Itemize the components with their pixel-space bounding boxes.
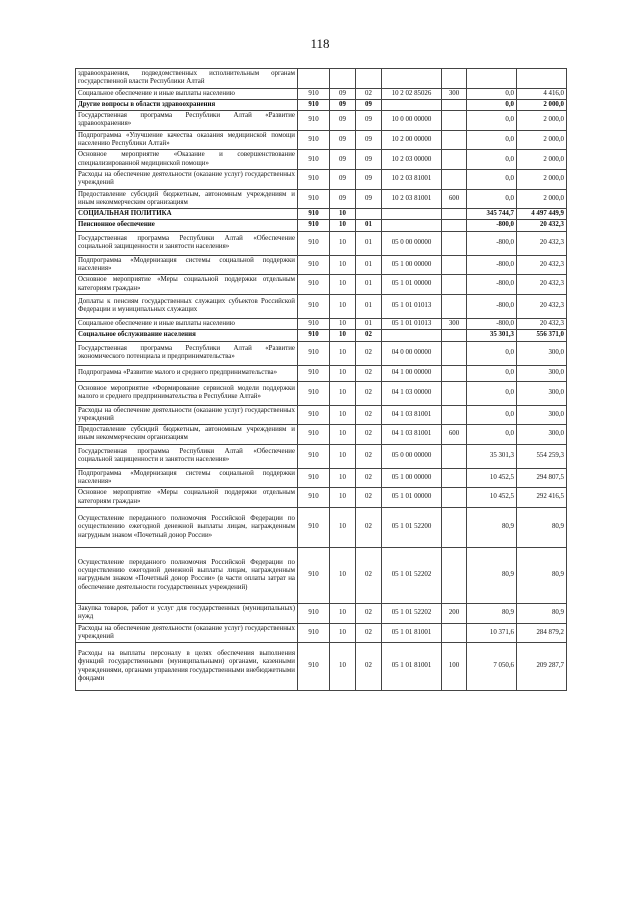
cell-subsection: 01 [356,220,382,231]
cell-subsection: 02 [356,603,382,623]
row-name: Основное мероприятие «Меры социальной поддержки отдельным категориям граждан» [76,275,298,295]
cell-total-amount: 2 000,0 [517,130,567,150]
cell-section: 09 [330,111,356,131]
cell-section: 10 [330,365,356,381]
cell-change-amount: 10 452,5 [467,488,517,508]
row-name: Закупка товаров, работ и услуг для государственных (муниципальных) нужд [76,603,298,623]
table-row [76,444,567,468]
cell-section: 10 [330,425,356,445]
table-row [76,365,567,381]
cell-change-amount: 35 301,3 [467,444,517,468]
cell-target-article: 05 1 01 00000 [382,275,442,295]
cell-total-amount: 292 416,5 [517,488,567,508]
row-name: Доплаты к пенсиям государственных служащих субъектов Российской Федерации и муниципальных служащих [76,294,298,318]
row-name: Предоставление субсидий бюджетным, автономным учреждениям и иным некоммерческим организациям [76,189,298,209]
cell-admin-code: 910 [298,111,330,131]
cell-section: 09 [330,88,356,99]
cell-subsection: 01 [356,231,382,255]
cell-subsection: 02 [356,547,382,603]
cell-total-amount: 4 497 449,9 [517,209,567,220]
cell-section: 10 [330,209,356,220]
cell-total-amount: 209 287,7 [517,643,567,691]
cell-change-amount: 10 452,5 [467,468,517,488]
cell-expense-type: 600 [442,425,467,445]
cell-total-amount: 556 371,0 [517,330,567,341]
cell-section: 10 [330,405,356,425]
cell-target-article: 04 0 00 00000 [382,341,442,365]
table-row [76,488,567,508]
cell-change-amount: 0,0 [467,425,517,445]
cell-section [330,69,356,89]
row-name: Социальное обеспечение и иные выплаты населению [76,88,298,99]
cell-admin-code: 910 [298,365,330,381]
cell-target-article: 05 0 00 00000 [382,231,442,255]
cell-admin-code: 910 [298,99,330,110]
cell-expense-type: 300 [442,88,467,99]
cell-target-article: 04 1 03 81001 [382,425,442,445]
cell-expense-type [442,488,467,508]
cell-expense-type: 100 [442,643,467,691]
cell-admin-code: 910 [298,150,330,170]
row-name: Государственная программа Республики Алтай «Обеспечение социальной защищенности и занятости населения» [76,444,298,468]
cell-admin-code: 910 [298,330,330,341]
cell-total-amount: 4 416,0 [517,88,567,99]
cell-admin-code: 910 [298,603,330,623]
cell-admin-code: 910 [298,275,330,295]
table-row [76,150,567,170]
cell-subsection: 02 [356,88,382,99]
cell-change-amount: -800,0 [467,220,517,231]
cell-admin-code: 910 [298,623,330,643]
cell-section: 10 [330,444,356,468]
table-row [76,425,567,445]
cell-expense-type [442,623,467,643]
cell-subsection: 01 [356,318,382,329]
cell-subsection: 02 [356,507,382,547]
cell-change-amount: 0,0 [467,111,517,131]
row-name: Пенсионное обеспечение [76,220,298,231]
budget-table [75,68,567,691]
row-name: Осуществление переданного полномочия Российской Федерации по осуществлению ежегодной денежной выплаты лицам, награжденным нагрудным знаком «Почетный донор России» (в части оплаты затрат на обеспечение деятельности государственных учреждений) [76,547,298,603]
cell-section: 10 [330,547,356,603]
cell-admin-code: 910 [298,444,330,468]
cell-total-amount: 300,0 [517,425,567,445]
cell-expense-type [442,99,467,110]
cell-expense-type [442,130,467,150]
cell-section: 10 [330,643,356,691]
cell-expense-type [442,405,467,425]
cell-subsection: 01 [356,294,382,318]
cell-expense-type [442,220,467,231]
cell-target-article [382,209,442,220]
page-number: 118 [310,36,330,51]
cell-section: 10 [330,231,356,255]
row-name: Основное мероприятие «Формирование сервисной модели поддержки малого и среднего предпринимательства в Республике Алтай» [76,381,298,405]
cell-change-amount: 35 301,3 [467,330,517,341]
cell-target-article: 05 1 01 81001 [382,643,442,691]
cell-change-amount: 0,0 [467,169,517,189]
cell-target-article: 05 1 01 52202 [382,547,442,603]
cell-change-amount: 0,0 [467,189,517,209]
row-name: Подпрограмма «Модернизация системы социальной поддержки населения» [76,255,298,275]
cell-admin-code: 910 [298,405,330,425]
cell-total-amount: 20 432,3 [517,275,567,295]
cell-total-amount: 20 432,3 [517,220,567,231]
cell-expense-type [442,69,467,89]
cell-subsection [356,209,382,220]
table-row [76,318,567,329]
cell-target-article: 10 2 03 00000 [382,150,442,170]
cell-subsection: 02 [356,623,382,643]
cell-change-amount: 0,0 [467,365,517,381]
cell-target-article [382,220,442,231]
cell-change-amount: 7 050,6 [467,643,517,691]
cell-target-article [382,99,442,110]
cell-subsection: 02 [356,643,382,691]
cell-subsection: 09 [356,111,382,131]
table-row [76,468,567,488]
cell-expense-type [442,365,467,381]
row-name: Расходы на обеспечение деятельности (оказание услуг) государственных учреждений [76,405,298,425]
cell-total-amount: 2 000,0 [517,150,567,170]
cell-expense-type [442,209,467,220]
cell-expense-type [442,507,467,547]
table-row [76,220,567,231]
cell-admin-code: 910 [298,488,330,508]
cell-expense-type: 600 [442,189,467,209]
cell-expense-type [442,468,467,488]
cell-section: 09 [330,99,356,110]
cell-target-article: 05 1 00 00000 [382,468,442,488]
cell-subsection: 02 [356,365,382,381]
cell-admin-code: 910 [298,547,330,603]
table-row [76,111,567,131]
cell-total-amount [517,69,567,89]
cell-section: 10 [330,488,356,508]
cell-total-amount: 80,9 [517,547,567,603]
table-row [76,341,567,365]
cell-change-amount: -800,0 [467,318,517,329]
cell-change-amount: 0,0 [467,341,517,365]
cell-total-amount: 554 259,3 [517,444,567,468]
table-row [76,405,567,425]
cell-change-amount: 0,0 [467,88,517,99]
cell-section: 10 [330,330,356,341]
table-row [76,547,567,603]
cell-subsection: 02 [356,444,382,468]
cell-total-amount: 300,0 [517,381,567,405]
cell-target-article [382,69,442,89]
row-name: Государственная программа Республики Алтай «Обеспечение социальной защищенности и занятости населения» [76,231,298,255]
cell-target-article: 05 1 01 01013 [382,294,442,318]
row-name: Осуществление переданного полномочия Российской Федерации по осуществлению ежегодной денежной выплаты лицам, награжденным нагрудным знаком «Почетный донор России» [76,507,298,547]
cell-expense-type [442,381,467,405]
cell-admin-code: 910 [298,169,330,189]
cell-change-amount: -800,0 [467,294,517,318]
cell-section: 09 [330,130,356,150]
cell-section: 10 [330,220,356,231]
row-name: Другие вопросы в области здравоохранения [76,99,298,110]
cell-expense-type [442,547,467,603]
cell-target-article: 04 1 03 81001 [382,405,442,425]
row-name: Социальное обслуживание населения [76,330,298,341]
row-name: Государственная программа Республики Алтай «Развитие экономического потенциала и предпринимательства» [76,341,298,365]
row-name: Подпрограмма «Улучшение качества оказания медицинской помощи населению Республики Алтай» [76,130,298,150]
cell-expense-type [442,275,467,295]
row-name: Государственная программа Республики Алтай «Развитие здравоохранения» [76,111,298,131]
cell-total-amount: 300,0 [517,341,567,365]
cell-admin-code: 910 [298,220,330,231]
cell-change-amount: 0,0 [467,405,517,425]
cell-section: 09 [330,169,356,189]
row-name: Основное мероприятие «Меры социальной поддержки отдельным категориям граждан» [76,488,298,508]
table-row [76,130,567,150]
cell-change-amount: 0,0 [467,130,517,150]
cell-target-article: 10 2 02 85026 [382,88,442,99]
row-name: Основное мероприятие «Оказание и совершенствование специализированной медицинской помощи» [76,150,298,170]
cell-expense-type [442,330,467,341]
table-row [76,255,567,275]
cell-target-article: 04 1 00 00000 [382,365,442,381]
table-row [76,231,567,255]
cell-subsection: 02 [356,330,382,341]
cell-subsection: 09 [356,189,382,209]
cell-target-article: 10 0 00 00000 [382,111,442,131]
cell-total-amount: 2 000,0 [517,99,567,110]
cell-total-amount: 20 432,3 [517,231,567,255]
table-row [76,88,567,99]
cell-subsection: 02 [356,468,382,488]
cell-total-amount: 20 432,3 [517,294,567,318]
cell-section: 09 [330,189,356,209]
cell-target-article: 10 2 00 00000 [382,130,442,150]
cell-change-amount: -800,0 [467,231,517,255]
cell-subsection: 09 [356,169,382,189]
table-row [76,381,567,405]
cell-admin-code: 910 [298,130,330,150]
cell-admin-code: 910 [298,425,330,445]
cell-target-article: 05 1 01 00000 [382,488,442,508]
cell-expense-type [442,255,467,275]
cell-target-article: 05 1 01 52200 [382,507,442,547]
cell-change-amount [467,69,517,89]
table-row [76,69,567,89]
row-name: СОЦИАЛЬНАЯ ПОЛИТИКА [76,209,298,220]
cell-change-amount: -800,0 [467,255,517,275]
cell-section: 10 [330,294,356,318]
cell-admin-code: 910 [298,468,330,488]
cell-admin-code: 910 [298,507,330,547]
cell-target-article: 10 2 03 81001 [382,169,442,189]
cell-subsection: 02 [356,425,382,445]
cell-expense-type: 300 [442,318,467,329]
cell-target-article: 05 0 00 00000 [382,444,442,468]
cell-expense-type [442,231,467,255]
cell-expense-type [442,169,467,189]
cell-target-article [382,330,442,341]
cell-admin-code: 910 [298,189,330,209]
cell-expense-type [442,444,467,468]
cell-subsection: 09 [356,150,382,170]
cell-subsection: 09 [356,130,382,150]
cell-expense-type [442,294,467,318]
row-name: Подпрограмма «Развитие малого и среднего предпринимательства» [76,365,298,381]
cell-section: 09 [330,150,356,170]
table-row [76,603,567,623]
table-row [76,643,567,691]
cell-admin-code: 910 [298,381,330,405]
table-row [76,189,567,209]
cell-total-amount: 284 879,2 [517,623,567,643]
cell-change-amount: 0,0 [467,150,517,170]
cell-admin-code: 910 [298,88,330,99]
cell-total-amount: 2 000,0 [517,169,567,189]
cell-change-amount: 10 371,6 [467,623,517,643]
cell-total-amount: 2 000,0 [517,189,567,209]
cell-admin-code: 910 [298,341,330,365]
cell-admin-code: 910 [298,294,330,318]
cell-subsection: 01 [356,255,382,275]
cell-section: 10 [330,623,356,643]
cell-section: 10 [330,381,356,405]
cell-total-amount: 20 432,3 [517,318,567,329]
cell-target-article: 05 1 01 52202 [382,603,442,623]
row-name: Подпрограмма «Модернизация системы социальной поддержки населения» [76,468,298,488]
cell-change-amount: 80,9 [467,603,517,623]
table-row [76,169,567,189]
cell-target-article: 05 1 01 81001 [382,623,442,643]
cell-expense-type [442,111,467,131]
cell-subsection: 01 [356,275,382,295]
cell-change-amount: -800,0 [467,275,517,295]
cell-section: 10 [330,341,356,365]
table-row [76,330,567,341]
cell-subsection: 02 [356,405,382,425]
row-name: Предоставление субсидий бюджетным, автономным учреждениям и иным некоммерческим организациям [76,425,298,445]
row-name: Расходы на выплаты персоналу в целях обеспечения выполнения функций государственными (муниципальными) органами, казенными учреждениями, органами управления государственными внебюджетными фондами [76,643,298,691]
cell-change-amount: 0,0 [467,381,517,405]
cell-admin-code: 910 [298,318,330,329]
cell-expense-type [442,150,467,170]
cell-total-amount: 2 000,0 [517,111,567,131]
cell-target-article: 04 1 03 00000 [382,381,442,405]
cell-subsection: 02 [356,488,382,508]
cell-admin-code: 910 [298,209,330,220]
cell-target-article: 05 1 00 00000 [382,255,442,275]
cell-change-amount: 80,9 [467,547,517,603]
cell-subsection: 02 [356,341,382,365]
row-name: здравоохранения, подведомственных исполнительным органам государственной власти Республики Алтай [76,69,298,89]
cell-section: 10 [330,468,356,488]
cell-admin-code: 910 [298,231,330,255]
cell-admin-code: 910 [298,643,330,691]
cell-section: 10 [330,275,356,295]
cell-subsection: 02 [356,381,382,405]
cell-change-amount: 0,0 [467,99,517,110]
cell-section: 10 [330,603,356,623]
table-row [76,294,567,318]
table-row [76,275,567,295]
cell-change-amount: 80,9 [467,507,517,547]
table-row [76,507,567,547]
table-row [76,623,567,643]
cell-total-amount: 300,0 [517,365,567,381]
cell-total-amount: 80,9 [517,603,567,623]
row-name: Расходы на обеспечение деятельности (оказание услуг) государственных учреждений [76,169,298,189]
cell-admin-code: 910 [298,255,330,275]
cell-target-article: 10 2 03 81001 [382,189,442,209]
cell-target-article: 05 1 01 01013 [382,318,442,329]
cell-admin-code [298,69,330,89]
cell-subsection: 09 [356,99,382,110]
cell-section: 10 [330,255,356,275]
cell-change-amount: 345 744,7 [467,209,517,220]
cell-total-amount: 300,0 [517,405,567,425]
cell-total-amount: 20 432,3 [517,255,567,275]
cell-section: 10 [330,507,356,547]
cell-section: 10 [330,318,356,329]
row-name: Расходы на обеспечение деятельности (оказание услуг) государственных учреждений [76,623,298,643]
table-row [76,209,567,220]
cell-expense-type [442,341,467,365]
cell-total-amount: 294 807,5 [517,468,567,488]
cell-subsection [356,69,382,89]
table-row [76,99,567,110]
cell-expense-type: 200 [442,603,467,623]
cell-total-amount: 80,9 [517,507,567,547]
row-name: Социальное обеспечение и иные выплаты населению [76,318,298,329]
